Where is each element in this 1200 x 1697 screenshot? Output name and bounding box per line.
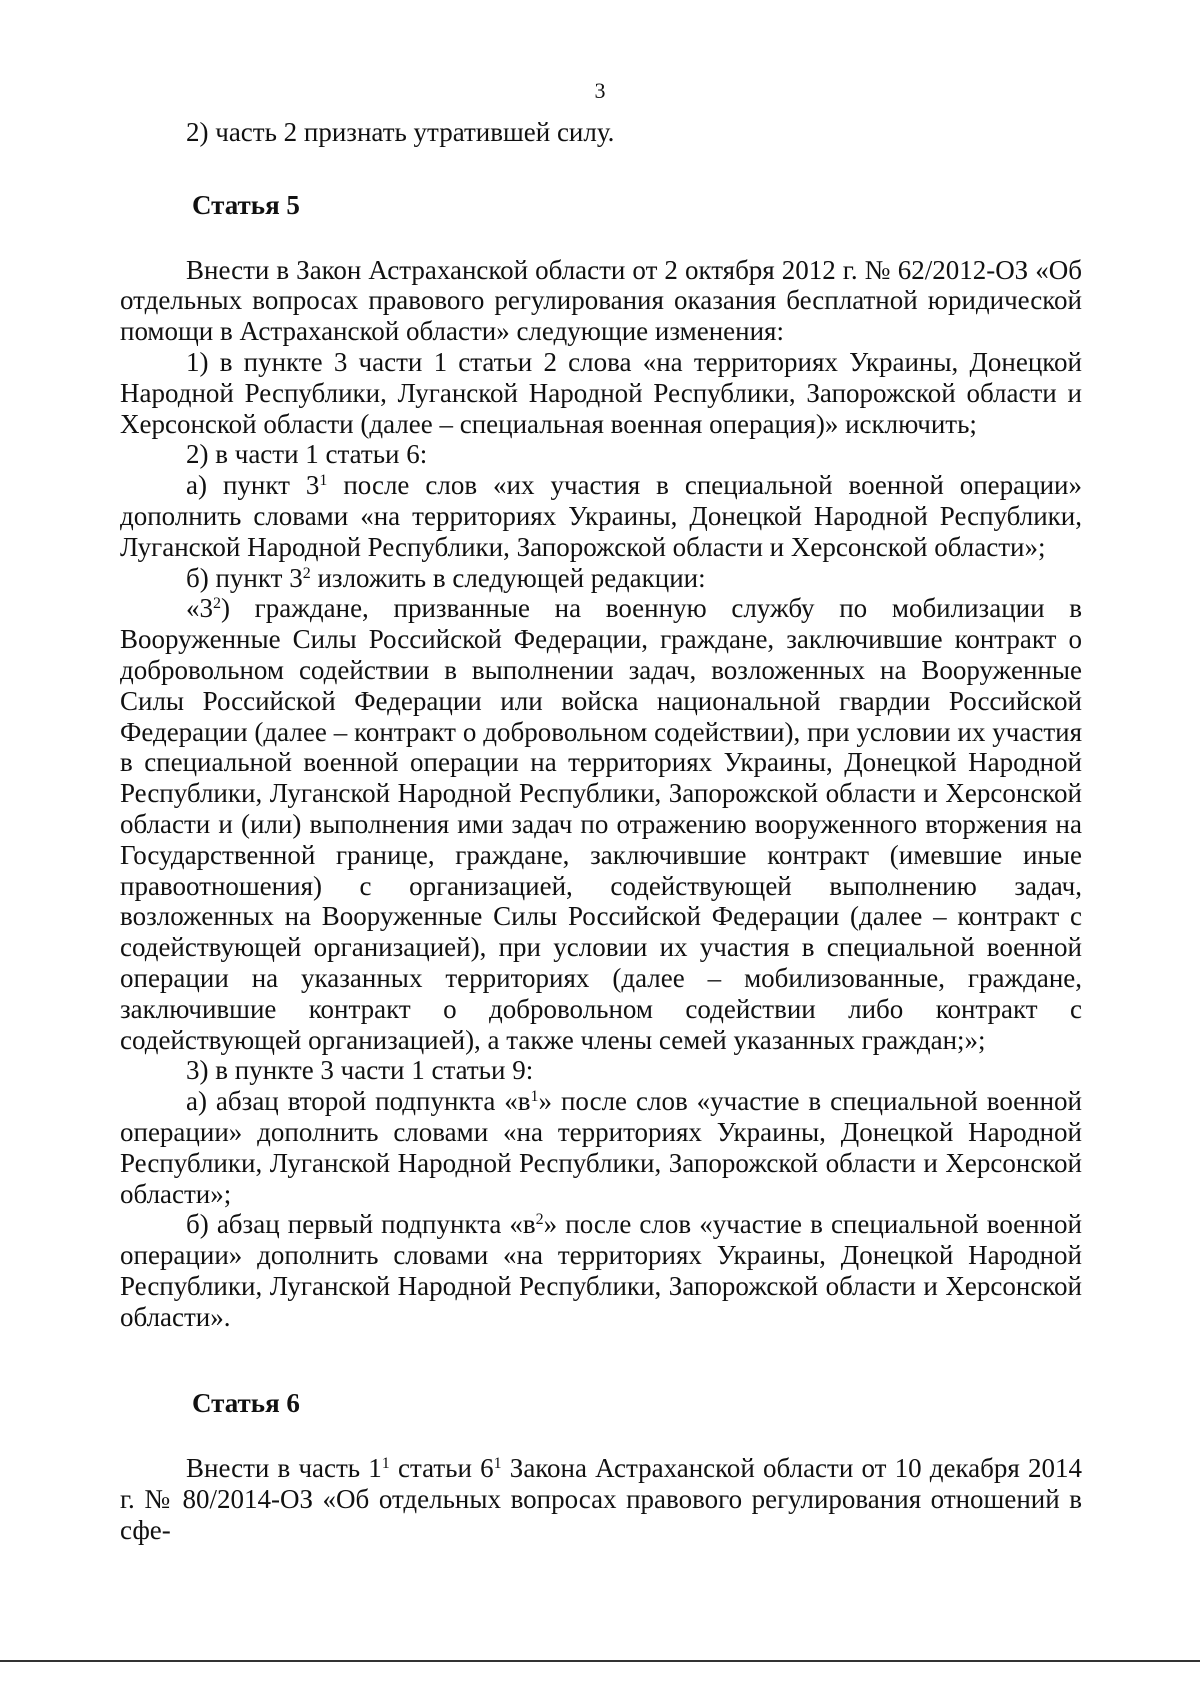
superscript: 1	[530, 1088, 539, 1106]
paragraph: 3) в пункте 3 части 1 статьи 9:	[186, 1055, 534, 1086]
superscript: 1	[493, 1455, 502, 1473]
paragraph: б) пункт $3^2$ изложить в следующей редакции:	[186, 562, 706, 593]
superscript: 2	[302, 564, 311, 582]
paragraph: Внести в Закон Астраханской области от 2 октября 2012 г. № 62/2012-ОЗ «Об отдельных вопросах правового регулирования оказания бесплатной юридической помощи в Астраханской области» следующие изменения:	[120, 254, 1082, 347]
superscript: 1	[381, 1455, 390, 1473]
article-heading: Статья 5	[192, 189, 300, 220]
bottom-rule	[0, 1660, 1200, 1662]
paragraph: 2) часть 2 признать утратившей силу.	[186, 117, 615, 147]
paragraph: б) абзац первый подпункта «$в^2$» после слов «участие в специальной военной операции» дополнить словами «на территориях Украины, Донецкой Народной Республики, Луганской Народной Республики, Запорожской области и Херсонской области».	[120, 1209, 1083, 1332]
paragraph: 2) в части 1 статьи 6:	[186, 439, 428, 470]
paragraph: а) абзац второй подпункта «$в^1$» после слов «участие в специальной военной операции» дополнить словами «на территориях Украины, Донецкой Народной Республики, Луганской Народной Республики, Запорожской области и Херсонской области»;	[120, 1086, 1082, 1209]
document-body	[120, 117, 1082, 1546]
article-heading: Статья 6	[192, 1388, 300, 1419]
page-number: 3	[594, 78, 606, 103]
paragraph: 1) в пункте 3 части 1 статьи 2 слова «на территориях Украины, Донецкой Народной Республики, Луганской Народной Республики, Запорожской области и Херсонской области (далее – специальная военная операция)» исключить;	[120, 346, 1082, 439]
superscript: 1	[319, 472, 328, 490]
superscript: 2	[535, 1211, 544, 1229]
superscript: 2	[213, 595, 221, 613]
paragraph: «$3^2$) граждане, призванные на военную службу по мобилизации в Вооруженные Силы Российской Федерации, граждане, заключившие контракт о добровольном содействии в выполнении задач, возложенных на Вооруженные Силы Российской Федерации или войска национальной гвардии Российской Федерации (далее – контракт о добровольном содействии), при условии их участия в специальной военной операции на территориях Украины, Донецкой Народной Республики, Луганской Народной Республики, Запорожской области и Херсонской области и (или) выполнения ими задач по отражению вооруженного вторжения на Государственной границе, граждане, заключившие контракт (имевшие иные правоотношения) с организацией, содействующей выполнению задач, возложенных на Вооруженные Силы Российской Федерации (далее – контракт с содействующей организацией), при условии их участия в специальной военной операции на указанных территориях (далее – мобилизованные, граждане, заключившие контракт о добровольном содействии либо контракт с содействующей организацией), а также члены семей указанных граждан;»;	[120, 593, 1082, 1055]
paragraph: Внести в часть $1^1$ статьи $6^1$ Закона Астраханской области от 10 декабря 2014 г. № 80/2014-ОЗ «Об отдельных вопросах правового регулирования отношений в сфе-	[120, 1453, 1083, 1545]
paragraph: а) пункт $3^1$ после слов «их участия в специальной военной операции» дополнить словами «на территориях Украины, Донецкой Народной Республики, Луганской Народной Республики, Запорожской области и Херсонской области»;	[120, 470, 1082, 562]
